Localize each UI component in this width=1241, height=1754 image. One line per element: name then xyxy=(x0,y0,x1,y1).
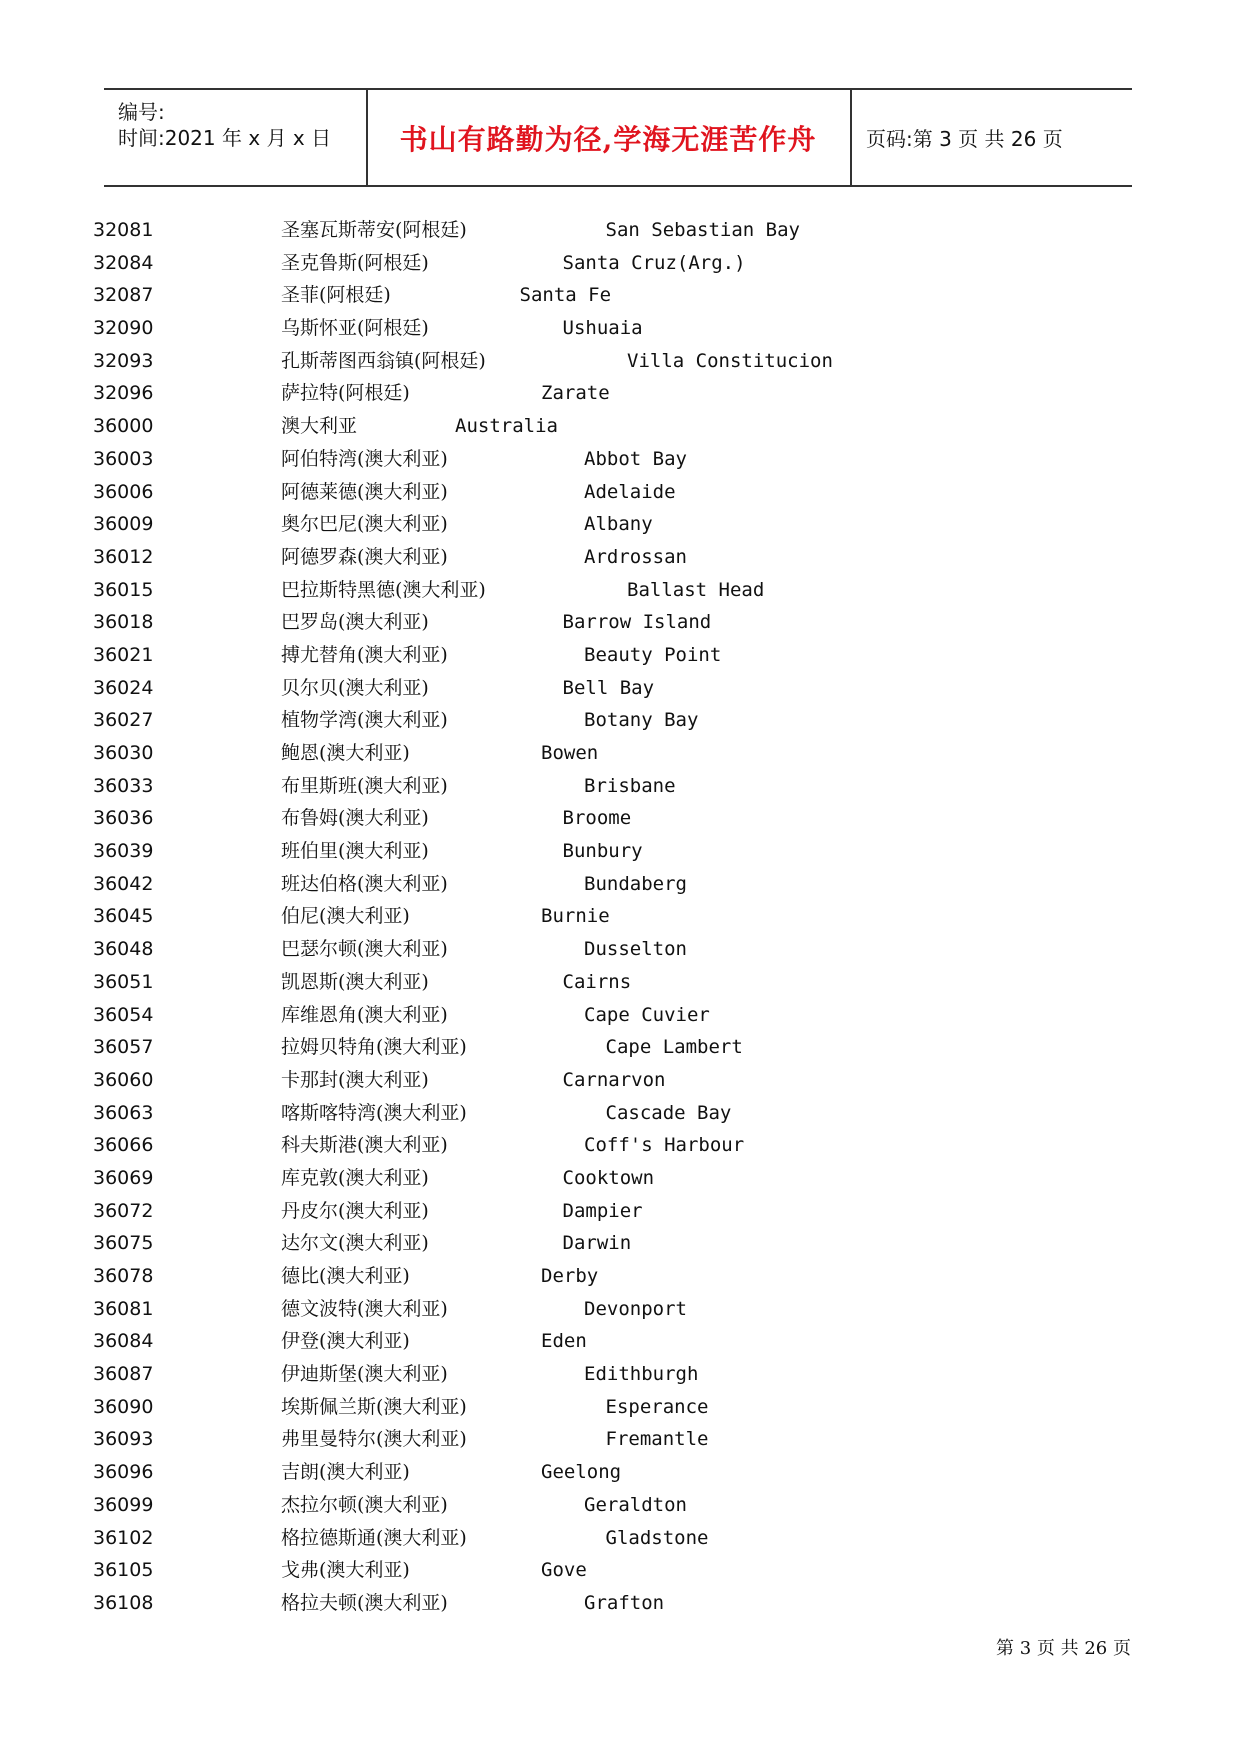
port-name-english: Cape Cuvier xyxy=(584,1003,710,1026)
list-item xyxy=(0,476,1241,509)
port-name-chinese: 搏尤替角(澳大利亚) xyxy=(281,643,448,666)
list-item xyxy=(0,999,1241,1032)
port-name-chinese: 植物学湾(澳大利亚) xyxy=(281,709,448,732)
port-code: 32084 xyxy=(93,251,154,274)
list-item xyxy=(0,541,1241,574)
list-item xyxy=(0,606,1241,639)
port-name-chinese: 阿德罗森(澳大利亚) xyxy=(281,545,448,568)
list-item xyxy=(0,933,1241,966)
list-item xyxy=(0,639,1241,672)
list-item xyxy=(0,802,1241,835)
port-name-english: Devonport xyxy=(584,1297,687,1320)
port-code: 36084 xyxy=(93,1330,154,1353)
port-name-english: Bundaberg xyxy=(584,872,687,895)
list-item xyxy=(0,214,1241,247)
document-header xyxy=(104,88,1132,187)
list-item xyxy=(0,1325,1241,1358)
list-item xyxy=(0,737,1241,770)
port-name-chinese: 圣塞瓦斯蒂安(阿根廷) xyxy=(281,219,467,241)
list-item xyxy=(0,1489,1241,1522)
port-code: 36060 xyxy=(93,1068,154,1091)
port-name-chinese: 萨拉特(阿根廷) xyxy=(281,382,410,405)
list-item xyxy=(0,1293,1241,1326)
port-name-chinese: 吉朗(澳大利亚) xyxy=(281,1461,410,1484)
port-code: 36042 xyxy=(93,872,154,895)
list-item xyxy=(0,770,1241,803)
list-item xyxy=(0,1162,1241,1195)
list-item xyxy=(0,1031,1241,1064)
port-code: 36102 xyxy=(93,1526,154,1549)
port-name-english: Geelong xyxy=(541,1461,622,1484)
port-name-chinese: 格拉夫顿(澳大利亚) xyxy=(281,1591,448,1614)
port-name-chinese: 布鲁姆(澳大利亚) xyxy=(281,807,429,830)
port-name-chinese: 库克敦(澳大利亚) xyxy=(281,1166,429,1189)
port-code: 36072 xyxy=(93,1199,154,1222)
port-name-english: Beauty Point xyxy=(584,643,722,666)
port-name-chinese: 格拉德斯通(澳大利亚) xyxy=(281,1526,467,1549)
port-name-chinese: 伯尼(澳大利亚) xyxy=(281,905,410,928)
list-item xyxy=(0,574,1241,607)
port-code: 36081 xyxy=(93,1297,154,1320)
list-item xyxy=(0,1227,1241,1260)
port-name-english: Bowen xyxy=(541,742,599,764)
page-info: 页码:第 3 页 共 26 页 xyxy=(866,127,1063,151)
port-code: 36051 xyxy=(93,970,154,993)
port-name-english: Zarate xyxy=(541,382,610,405)
port-name-english: Broome xyxy=(562,807,632,830)
port-name-english: Barrow Island xyxy=(562,611,712,634)
list-item xyxy=(0,672,1241,705)
port-name-english: Coff's Harbour xyxy=(584,1134,745,1157)
list-item xyxy=(0,966,1241,999)
list-item xyxy=(0,1195,1241,1228)
port-name-chinese: 拉姆贝特角(澳大利亚) xyxy=(281,1036,467,1059)
port-name-english: Burnie xyxy=(541,905,610,928)
port-name-english: Geraldton xyxy=(584,1493,687,1516)
list-item xyxy=(0,900,1241,933)
port-name-chinese: 圣克鲁斯(阿根廷) xyxy=(281,251,429,274)
port-name-english: Grafton xyxy=(584,1591,665,1614)
port-code: 36030 xyxy=(93,742,154,764)
port-code: 36021 xyxy=(93,643,154,666)
port-name-english: Edithburgh xyxy=(584,1363,699,1386)
port-code: 36066 xyxy=(93,1134,154,1157)
port-code: 36033 xyxy=(93,774,154,797)
port-name-english: Gove xyxy=(541,1559,587,1582)
port-name-chinese: 丹皮尔(澳大利亚) xyxy=(281,1199,429,1222)
port-code: 36078 xyxy=(93,1265,154,1287)
port-code: 36039 xyxy=(93,840,154,863)
port-code: 36024 xyxy=(93,676,154,699)
motto-text: 书山有路勤为径,学海无涯苦作舟 xyxy=(399,122,817,156)
list-item xyxy=(0,1129,1241,1162)
port-code: 36093 xyxy=(93,1428,154,1451)
port-name-chinese: 弗里曼特尔(澳大利亚) xyxy=(281,1428,467,1451)
port-name-english: Abbot Bay xyxy=(584,447,687,470)
port-name-english: Dusselton xyxy=(584,938,687,961)
header-page-cell xyxy=(852,90,1132,185)
port-name-english: Australia xyxy=(455,415,558,438)
port-code: 36027 xyxy=(93,709,154,732)
port-name-chinese: 奥尔巴尼(澳大利亚) xyxy=(281,513,448,536)
list-item xyxy=(0,508,1241,541)
port-code: 36105 xyxy=(93,1559,154,1582)
port-code: 36075 xyxy=(93,1232,154,1255)
port-name-chinese: 德比(澳大利亚) xyxy=(281,1265,410,1287)
port-name-chinese: 贝尔贝(澳大利亚) xyxy=(281,676,429,699)
list-item xyxy=(0,704,1241,737)
list-item xyxy=(0,1097,1241,1130)
port-code: 36009 xyxy=(93,513,154,536)
port-name-english: Cascade Bay xyxy=(605,1101,732,1124)
list-item xyxy=(0,1587,1241,1620)
port-code: 36015 xyxy=(93,578,154,601)
port-name-chinese: 布里斯班(澳大利亚) xyxy=(281,774,448,797)
port-name-chinese: 巴罗岛(澳大利亚) xyxy=(281,611,429,634)
port-name-chinese: 喀斯喀特湾(澳大利亚) xyxy=(281,1101,467,1124)
port-code: 36045 xyxy=(93,905,154,928)
port-name-english: Villa Constitucion xyxy=(627,349,833,372)
port-name-english: Ushuaia xyxy=(562,317,643,340)
port-name-chinese: 戈弗(澳大利亚) xyxy=(281,1559,410,1582)
port-list xyxy=(0,214,1241,1620)
list-item xyxy=(0,1522,1241,1555)
port-name-chinese: 阿伯特湾(澳大利亚) xyxy=(281,447,448,470)
port-name-chinese: 班伯里(澳大利亚) xyxy=(281,840,429,863)
port-name-english: Fremantle xyxy=(605,1428,709,1451)
port-code: 36048 xyxy=(93,938,154,961)
port-code: 36012 xyxy=(93,545,154,568)
port-name-english: Cooktown xyxy=(562,1166,655,1189)
port-name-chinese: 鲍恩(澳大利亚) xyxy=(281,742,410,764)
port-name-chinese: 凯恩斯(澳大利亚) xyxy=(281,970,429,993)
port-name-english: Eden xyxy=(541,1330,587,1353)
port-name-chinese: 德文波特(澳大利亚) xyxy=(281,1297,448,1320)
list-item xyxy=(0,1260,1241,1293)
list-item xyxy=(0,443,1241,476)
port-name-english: Gladstone xyxy=(605,1526,709,1549)
port-name-english: Derby xyxy=(541,1265,599,1287)
port-code: 36018 xyxy=(93,611,154,634)
port-code: 32096 xyxy=(93,382,154,405)
header-left-cell xyxy=(104,90,368,185)
port-name-chinese: 科夫斯港(澳大利亚) xyxy=(281,1134,448,1157)
port-name-english: Ballast Head xyxy=(627,578,765,601)
time-label: 时间:2021 年 x 月 x 日 xyxy=(118,126,332,150)
port-name-chinese: 圣菲(阿根廷) xyxy=(281,284,391,307)
port-code: 36054 xyxy=(93,1003,154,1026)
port-name-chinese: 巴拉斯特黑德(澳大利亚) xyxy=(281,578,486,601)
list-item xyxy=(0,247,1241,280)
list-item xyxy=(0,1391,1241,1424)
port-code: 36096 xyxy=(93,1461,154,1484)
port-code: 36000 xyxy=(93,415,154,438)
port-code: 36057 xyxy=(93,1036,154,1059)
port-name-chinese: 孔斯蒂图西翁镇(阿根廷) xyxy=(281,349,486,372)
list-item xyxy=(0,377,1241,410)
port-code: 36099 xyxy=(93,1493,154,1516)
port-name-chinese: 班达伯格(澳大利亚) xyxy=(281,872,448,895)
port-name-english: Esperance xyxy=(605,1395,709,1418)
list-item xyxy=(0,1358,1241,1391)
port-code: 32081 xyxy=(93,219,154,241)
port-code: 36108 xyxy=(93,1591,154,1614)
port-name-english: Dampier xyxy=(562,1199,643,1222)
list-item xyxy=(0,345,1241,378)
port-code: 32090 xyxy=(93,317,154,340)
port-name-chinese: 伊迪斯堡(澳大利亚) xyxy=(281,1363,448,1386)
list-item xyxy=(0,1456,1241,1489)
port-name-english: Santa Cruz(Arg.) xyxy=(562,251,746,274)
port-code: 36087 xyxy=(93,1363,154,1386)
port-name-chinese: 伊登(澳大利亚) xyxy=(281,1330,410,1353)
list-item xyxy=(0,1423,1241,1456)
port-name-chinese: 阿德莱德(澳大利亚) xyxy=(281,480,448,503)
port-name-english: Adelaide xyxy=(584,480,676,503)
port-name-english: San Sebastian Bay xyxy=(605,219,800,241)
list-item xyxy=(0,835,1241,868)
list-item xyxy=(0,312,1241,345)
port-code: 32093 xyxy=(93,349,154,372)
header-motto-cell xyxy=(366,90,852,185)
port-name-chinese: 乌斯怀亚(阿根廷) xyxy=(281,317,429,340)
port-code: 36063 xyxy=(93,1101,154,1124)
port-name-english: Albany xyxy=(584,513,653,536)
port-name-english: Brisbane xyxy=(584,774,676,797)
number-label: 编号: xyxy=(118,100,165,124)
port-name-english: Botany Bay xyxy=(584,709,699,732)
port-name-chinese: 达尔文(澳大利亚) xyxy=(281,1232,429,1255)
list-item xyxy=(0,410,1241,443)
list-item xyxy=(0,868,1241,901)
port-name-chinese: 杰拉尔顿(澳大利亚) xyxy=(281,1493,448,1516)
port-name-english: Darwin xyxy=(562,1232,632,1255)
port-name-english: Santa Fe xyxy=(519,284,612,307)
port-name-english: Ardrossan xyxy=(584,545,687,568)
port-code: 36036 xyxy=(93,807,154,830)
port-name-english: Carnarvon xyxy=(562,1068,666,1091)
port-name-chinese: 澳大利亚 xyxy=(281,415,358,438)
port-code: 36090 xyxy=(93,1395,154,1418)
port-name-english: Bell Bay xyxy=(562,676,655,699)
port-code: 36069 xyxy=(93,1166,154,1189)
list-item xyxy=(0,1554,1241,1587)
port-name-chinese: 巴瑟尔顿(澳大利亚) xyxy=(281,938,448,961)
port-code: 36006 xyxy=(93,480,154,503)
port-name-english: Bunbury xyxy=(562,840,643,863)
list-item xyxy=(0,1064,1241,1097)
port-name-chinese: 卡那封(澳大利亚) xyxy=(281,1068,429,1091)
port-name-english: Cairns xyxy=(562,970,632,993)
list-item xyxy=(0,279,1241,312)
port-name-chinese: 埃斯佩兰斯(澳大利亚) xyxy=(281,1395,467,1418)
port-code: 32087 xyxy=(93,284,154,307)
page-footer: 第 3 页 共 26 页 xyxy=(996,1638,1131,1659)
port-code: 36003 xyxy=(93,447,154,470)
port-name-english: Cape Lambert xyxy=(605,1036,743,1059)
port-name-chinese: 库维恩角(澳大利亚) xyxy=(281,1003,448,1026)
